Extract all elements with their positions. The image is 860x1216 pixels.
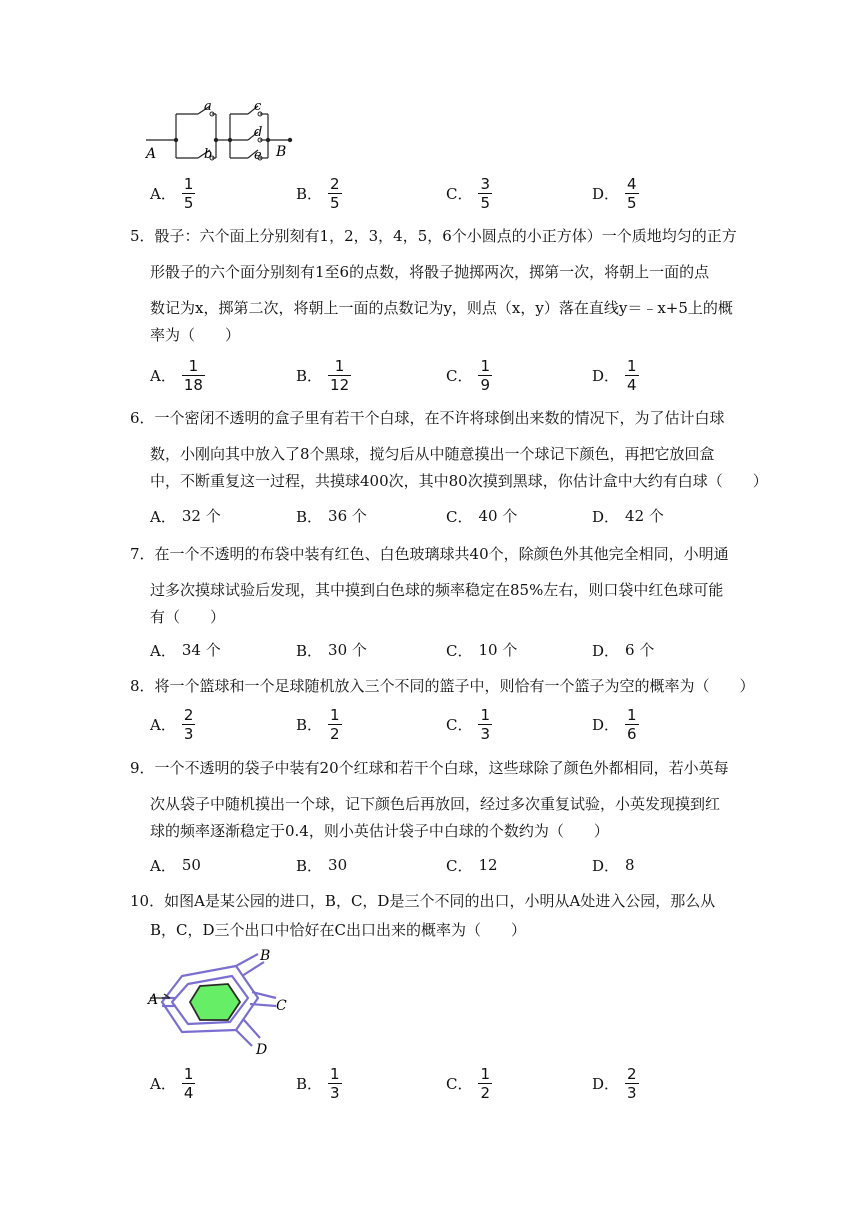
option-text: 40 个: [478, 507, 518, 525]
option-text: 32 个: [181, 507, 221, 525]
q10-line-1: 10．如图A是某公园的进口，B，C，D是三个不同的出口，小明从A处进入公园，那么从: [130, 892, 716, 910]
circuit-label-b: b: [204, 147, 213, 162]
option-text: 42 个: [625, 507, 664, 525]
option-b[interactable]: [296, 1062, 342, 1104]
option-c[interactable]: [446, 629, 517, 671]
option-b[interactable]: [296, 844, 347, 886]
option-b[interactable]: [296, 495, 367, 537]
option-label: B．: [296, 856, 323, 875]
option-a[interactable]: [150, 1062, 195, 1104]
fraction: $\frac{1}{9}$: [480, 356, 491, 394]
circuit-label-e: e: [254, 148, 262, 163]
park-label-B: B: [260, 948, 271, 964]
fraction: $\frac{1}{3}$: [480, 705, 491, 743]
fraction: $\frac{1}{18}$: [183, 356, 203, 394]
q9-line-2: 次从袋子中随机摸出一个球，记下颜色后再放回，经过多次重复试验，小英发现摸到红: [150, 795, 721, 813]
fraction: $\frac{1}{2}$: [330, 705, 340, 743]
option-label: D．: [592, 507, 620, 526]
option-d[interactable]: [592, 172, 639, 214]
option-a[interactable]: [150, 172, 195, 214]
fraction: $\frac{2}{5}$: [330, 174, 340, 212]
option-label: C．: [446, 1074, 473, 1093]
option-label: A．: [150, 184, 176, 203]
q8-options: [150, 703, 750, 745]
option-label: A．: [150, 1074, 176, 1093]
fraction: $\frac{4}{5}$: [627, 174, 637, 212]
option-label: B．: [296, 507, 323, 526]
option-text: 12: [478, 856, 498, 874]
option-label: B．: [296, 1074, 323, 1093]
option-b[interactable]: [296, 629, 367, 671]
option-a[interactable]: [150, 629, 221, 671]
option-c[interactable]: [446, 844, 498, 886]
option-label: A．: [150, 856, 176, 875]
q6-options: [150, 495, 750, 537]
option-label: A．: [150, 366, 176, 385]
q5-line-3: 数记为x，掷第二次，将朝上一面的点数记为y，则点（x，y）落在直线y＝﹣x+5上的概: [150, 299, 733, 317]
option-text: 6 个: [625, 641, 655, 659]
option-d[interactable]: [592, 844, 635, 886]
option-a[interactable]: [150, 495, 221, 537]
option-d[interactable]: [592, 495, 664, 537]
fraction: $\frac{3}{5}$: [480, 174, 491, 212]
q8-line-1: 8．将一个篮球和一个足球随机放入三个不同的篮子中，则恰有一个篮子为空的概率为（ ）: [130, 677, 755, 695]
option-label: C．: [446, 715, 473, 734]
circuit-label-A: A: [146, 146, 157, 162]
option-a[interactable]: [150, 354, 205, 396]
option-label: D．: [592, 856, 620, 875]
q5-options: [150, 354, 750, 396]
park-label-D: D: [256, 1042, 268, 1058]
option-c[interactable]: [446, 354, 492, 396]
circuit-label-B: B: [276, 144, 287, 160]
circuit-figure: [140, 96, 300, 164]
option-label: D．: [592, 715, 620, 734]
q6-line-3: 中，不断重复这一过程，共摸球400次，其中80次摸到黑球，你估计盒中大约有白球（ ）: [150, 472, 768, 490]
option-c[interactable]: [446, 1062, 492, 1104]
option-label: C．: [446, 366, 473, 385]
option-label: D．: [592, 641, 620, 660]
option-a[interactable]: [150, 703, 195, 745]
fraction: $\frac{1}{3}$: [330, 1064, 340, 1102]
fraction: $\frac{1}{12}$: [330, 356, 350, 394]
fraction: $\frac{1}{6}$: [627, 705, 637, 743]
fraction: $\frac{1}{4}$: [183, 1064, 194, 1102]
q7-line-1: 7．在一个不透明的布袋中装有红色、白色玻璃球共40个，除颜色外其他完全相同，小明通: [130, 545, 729, 563]
option-label: B．: [296, 366, 323, 385]
q7-line-3: 有（ ）: [150, 608, 226, 626]
option-label: C．: [446, 641, 473, 660]
option-label: A．: [150, 507, 176, 526]
option-b[interactable]: [296, 703, 342, 745]
option-b[interactable]: [296, 354, 351, 396]
q10-options: [150, 1062, 750, 1104]
option-label: C．: [446, 856, 473, 875]
option-label: B．: [296, 641, 323, 660]
fraction: $\frac{2}{3}$: [627, 1064, 637, 1102]
option-b[interactable]: [296, 172, 342, 214]
option-label: D．: [592, 184, 620, 203]
fraction: $\frac{2}{3}$: [183, 705, 194, 743]
q7-line-2: 过多次摸球试验后发现，其中摸到白色球的频率稳定在85%左右，则口袋中红色球可能: [150, 581, 724, 599]
option-a[interactable]: [150, 844, 201, 886]
fraction: $\frac{1}{4}$: [627, 356, 637, 394]
option-label: D．: [592, 366, 620, 385]
option-c[interactable]: [446, 172, 492, 214]
q10-line-2: B，C，D三个出口中恰好在C出口出来的概率为（ ）: [150, 921, 527, 939]
option-c[interactable]: [446, 495, 517, 537]
q9-line-1: 9．一个不透明的袋子中装有20个红球和若干个白球，这些球除了颜色外都相同，若小英每: [130, 759, 729, 777]
fraction: $\frac{1}{2}$: [480, 1064, 491, 1102]
option-label: C．: [446, 507, 473, 526]
option-d[interactable]: [592, 703, 639, 745]
option-d[interactable]: [592, 354, 639, 396]
park-label-C: C: [276, 998, 287, 1014]
option-label: B．: [296, 184, 323, 203]
option-label: A．: [150, 641, 176, 660]
circuit-label-d: d: [254, 125, 263, 140]
circuit-label-c: c: [254, 99, 262, 114]
q5-line-1: 5．骰子：六个面上分别刻有1，2，3，4，5，6个小圆点的小正方体）一个质地均匀的正方: [130, 227, 737, 245]
option-text: 10 个: [478, 641, 518, 659]
circuit-label-a: a: [204, 99, 212, 114]
q9-line-3: 球的频率逐渐稳定于0.4，则小英估计袋子中白球的个数约为（ ）: [150, 822, 609, 840]
option-c[interactable]: [446, 703, 492, 745]
option-d[interactable]: [592, 1062, 639, 1104]
q9-options: [150, 844, 750, 886]
option-text: 34 个: [181, 641, 221, 659]
park-label-A: A: [148, 992, 159, 1008]
q5-line-2: 形骰子的六个面分别刻有1至6的点数，将骰子抛掷两次，掷第一次，将朝上一面的点: [150, 263, 710, 281]
option-label: B．: [296, 715, 323, 734]
q5-line-4: 率为（ ）: [150, 326, 241, 344]
option-text: 36 个: [328, 507, 367, 525]
fraction: $\frac{1}{5}$: [183, 174, 194, 212]
option-d[interactable]: [592, 629, 654, 671]
option-label: C．: [446, 184, 473, 203]
option-label: D．: [592, 1074, 620, 1093]
park-hexagon: [190, 984, 240, 1020]
q4-options: [150, 172, 750, 214]
option-text: 50: [181, 856, 201, 874]
option-text: 30 个: [328, 641, 367, 659]
q6-line-1: 6．一个密闭不透明的盒子里有若干个白球，在不许将球倒出来数的情况下，为了估计白球: [130, 409, 725, 427]
option-text: 30: [328, 856, 348, 874]
q6-line-2: 数，小刚向其中放入了8个黑球，搅匀后从中随意摸出一个球记下颜色，再把它放回盒: [150, 445, 715, 463]
option-label: A．: [150, 715, 176, 734]
option-text: 8: [625, 856, 635, 874]
q7-options: [150, 629, 750, 671]
park-figure: [140, 946, 300, 1060]
